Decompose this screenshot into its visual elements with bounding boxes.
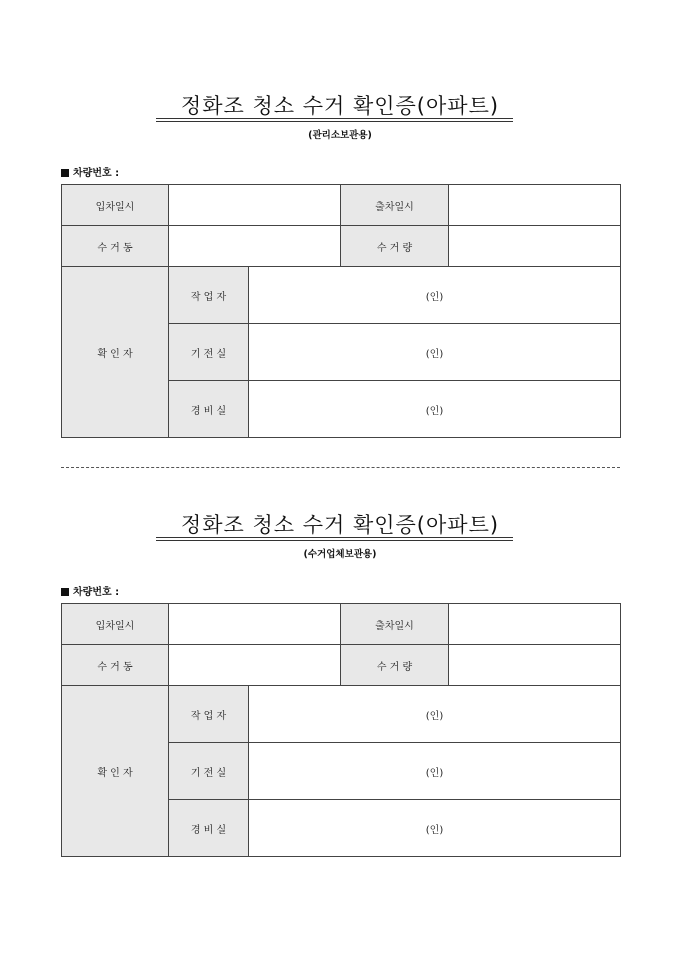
electrician-label: 기 전 실 [169, 324, 249, 381]
amount-field[interactable] [449, 226, 621, 267]
record-table [61, 184, 621, 438]
amount-label: 수 거 량 [341, 226, 449, 267]
security-label: 경 비 실 [169, 381, 249, 438]
form-subtitle: (관리소보관용) [308, 130, 372, 141]
building-label: 수 거 동 [62, 226, 169, 267]
record-table [61, 603, 621, 857]
worker-seal-field[interactable]: (인) [249, 686, 621, 743]
vehicle-number-label: 차량번호 : [61, 164, 119, 179]
title-underline [156, 118, 513, 119]
exit-time-field[interactable] [449, 604, 621, 645]
worker-label: 작 업 자 [169, 267, 249, 324]
electrician-seal-field[interactable]: (인) [249, 324, 621, 381]
building-field[interactable] [169, 226, 341, 267]
worker-label: 작 업 자 [169, 686, 249, 743]
entry-time-field[interactable] [169, 185, 341, 226]
security-label: 경 비 실 [169, 800, 249, 857]
electrician-seal-field[interactable]: (인) [249, 743, 621, 800]
building-label: 수 거 동 [62, 645, 169, 686]
exit-time-label: 출차일시 [341, 604, 449, 645]
exit-time-field[interactable] [449, 185, 621, 226]
security-seal-field[interactable]: (인) [249, 381, 621, 438]
vehicle-number-label: 차량번호 : [61, 583, 119, 598]
title-underline [156, 537, 513, 538]
square-bullet-icon [61, 588, 69, 596]
exit-time-label: 출차일시 [341, 185, 449, 226]
form-title: 정화조 청소 수거 확인증(아파트) [180, 513, 500, 537]
amount-field[interactable] [449, 645, 621, 686]
electrician-label: 기 전 실 [169, 743, 249, 800]
worker-seal-field[interactable]: (인) [249, 267, 621, 324]
amount-label: 수 거 량 [341, 645, 449, 686]
confirmer-label: 확 인 자 [62, 267, 169, 438]
entry-time-label: 입차일시 [62, 604, 169, 645]
security-seal-field[interactable]: (인) [249, 800, 621, 857]
form-title: 정화조 청소 수거 확인증(아파트) [180, 94, 500, 118]
cut-line [61, 467, 620, 468]
title-underline-second [156, 540, 513, 541]
entry-time-field[interactable] [169, 604, 341, 645]
form-subtitle: (수거업체보관용) [303, 549, 377, 560]
entry-time-label: 입차일시 [62, 185, 169, 226]
confirmer-label: 확 인 자 [62, 686, 169, 857]
square-bullet-icon [61, 169, 69, 177]
building-field[interactable] [169, 645, 341, 686]
title-underline-second [156, 121, 513, 122]
